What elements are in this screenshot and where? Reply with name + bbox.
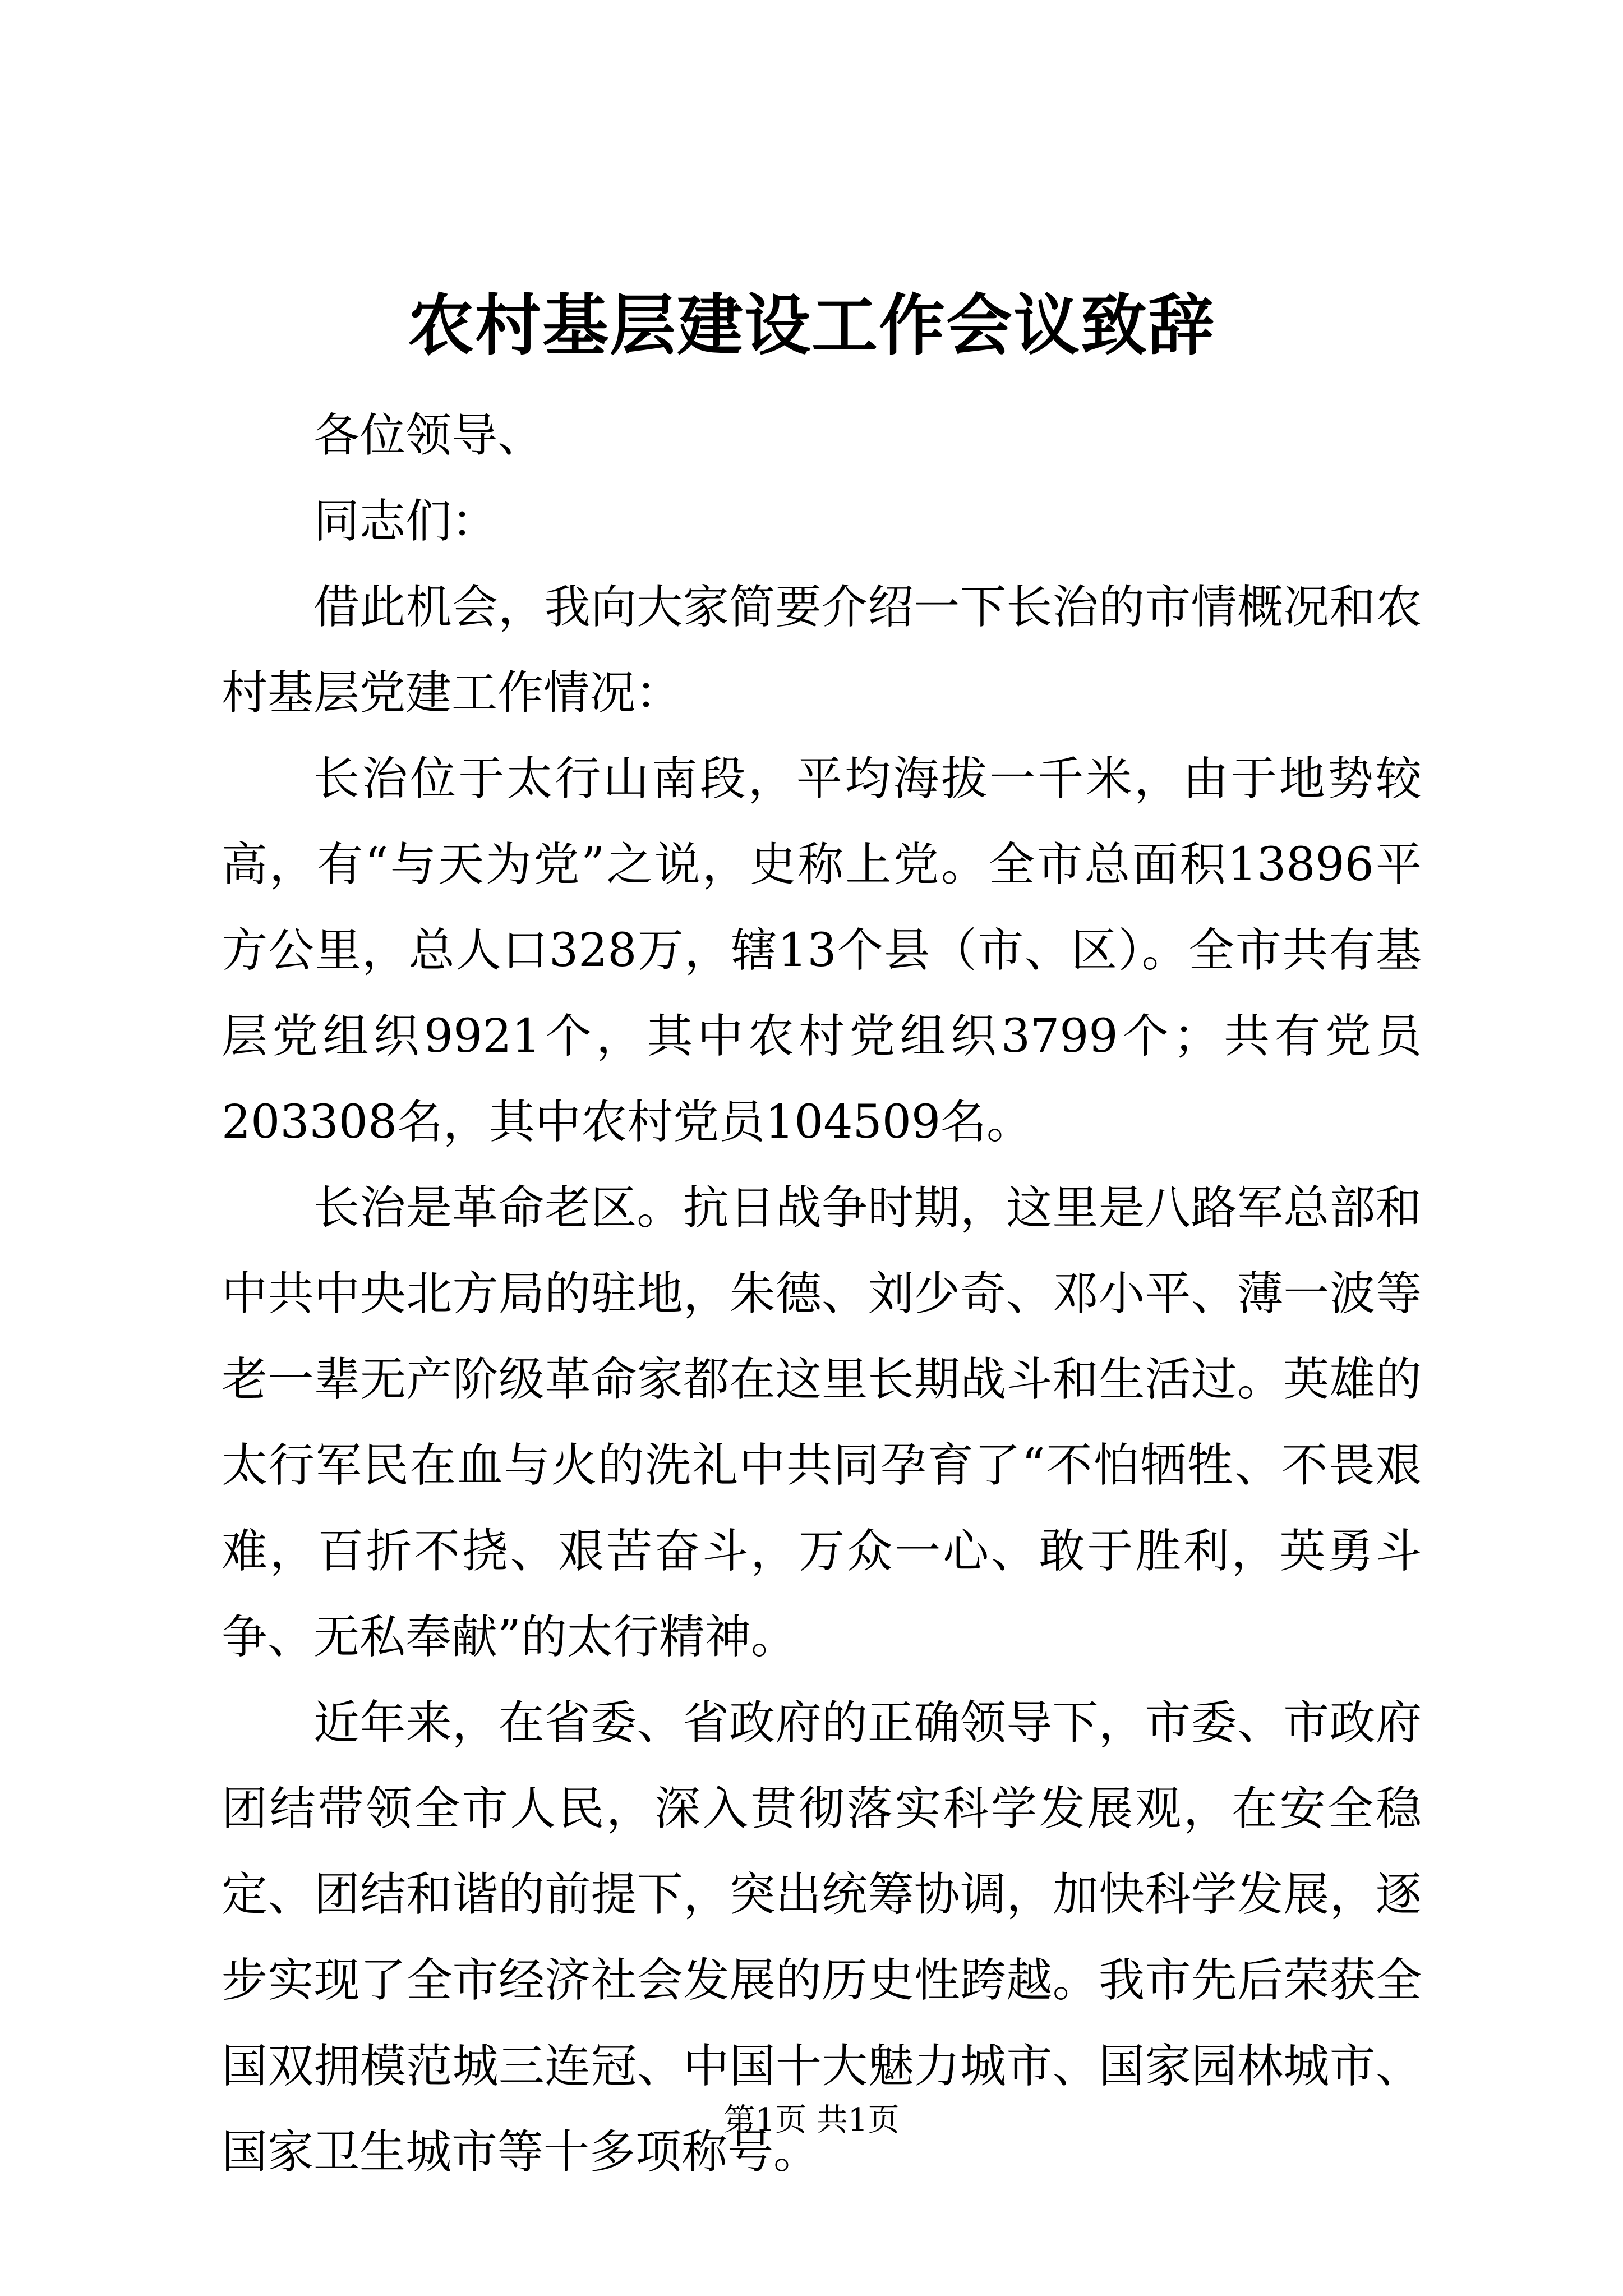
body-paragraph: 长治是革命老区。抗日战争时期，这里是八路军总部和中共中央北方局的驻地，朱德、刘少奇、邓小平、薄一波等老一辈无产阶级革命家都在这里长期战斗和生活过。英雄的太行军民在血与火的洗礼中共同孕育了“不怕牺牲、不畏艰难，百折不挠、艰苦奋斗，万众一心、敢于胜利，英勇斗争、无私奉献”的太行精神。 (222, 1181, 1422, 1664)
body-paragraph: 近年来，在省委、省政府的正确领导下，市委、市政府团结带领全市人民，深入贯彻落实科学发展观，在安全稳定、团结和谐的前提下，突出统筹协调，加快科学发展，逐步实现了全市经济社会发展的历史性跨越。我市先后荣获全国双拥模范城三连冠、中国十大魅力城市、国家园林城市、国家卫生城市等十多项称号。 (222, 1696, 1422, 2179)
body-paragraph: 借此机会，我向大家简要介绍一下长治的市情概况和农村基层党建工作情况： (222, 581, 1422, 720)
salutation-paragraph: 各位领导、 (313, 409, 544, 462)
salutation-paragraph: 同志们： (313, 495, 498, 548)
page-title: 农村基层建设工作会议致辞 (407, 286, 1215, 364)
body-paragraph: 长治位于太行山南段，平均海拔一千米，由于地势较高，有“与天为党”之说，史称上党。全市总面积13896平方公里，总人口328万，辖13个县（市、区）。全市共有基层党组织9921个，其中农村党组织3799个；共有党员203308名，其中农村党员104509名。 (222, 752, 1422, 1149)
document-body (222, 393, 1422, 2195)
page-number-footer: 第1页 共1页 (723, 2102, 900, 2138)
